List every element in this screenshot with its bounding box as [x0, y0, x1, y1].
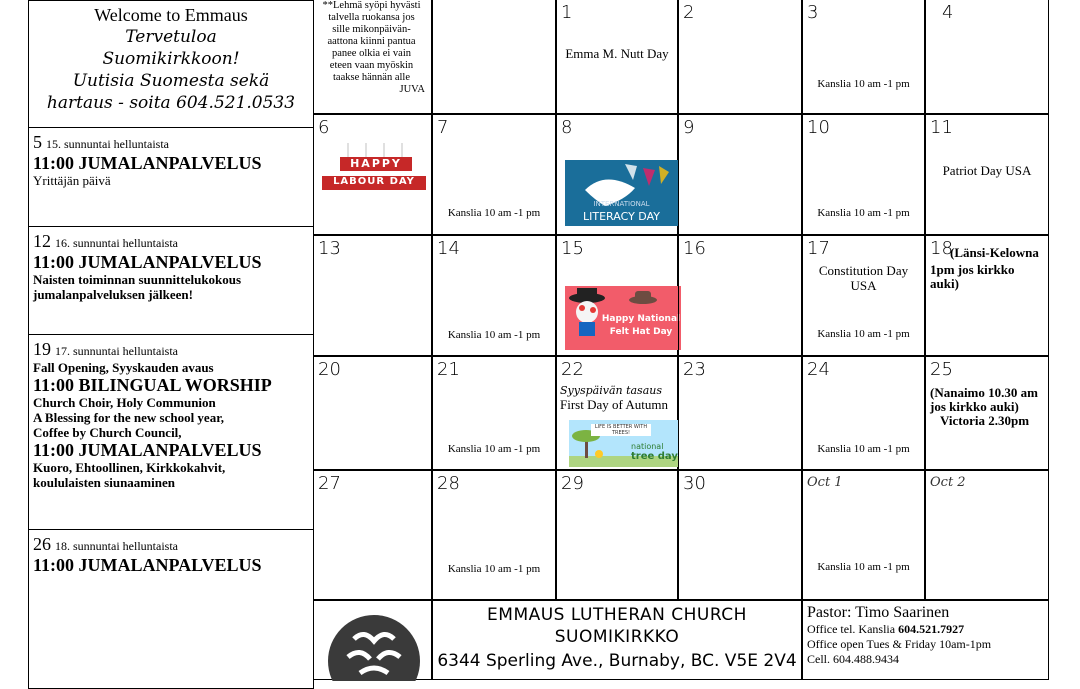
sunday-note: Yrittäjän päivä: [33, 173, 111, 188]
sunday-5: [28, 127, 314, 227]
day-number: 1: [561, 2, 573, 23]
day-number: 7: [437, 117, 449, 138]
proverb-line: **Lehmä syöpi hyvästi: [322, 0, 421, 11]
welcome-line1: Welcome to Emmaus: [94, 5, 248, 25]
office-hours: Kanslia 10 am -1 pm: [817, 443, 910, 455]
tree-text: LIFE IS BETTER WITH TREES!: [591, 424, 651, 436]
literacy-text: INTERNATIONAL: [593, 200, 650, 208]
sunday-title: 17. sunnuntai helluntaista: [55, 344, 178, 358]
tree-text: national: [631, 442, 664, 451]
welcome-box: [28, 0, 314, 128]
day-cell-13: [313, 235, 432, 356]
day-cell-9: [678, 114, 802, 235]
day-cell-27: [313, 470, 432, 600]
sunday-12: [28, 226, 314, 335]
sunday-note: jumalanpalveluksen jälkeen!: [33, 287, 193, 302]
day-cell-8: [556, 114, 678, 235]
sunday-title: 16. sunnuntai helluntaista: [55, 236, 178, 250]
event-autumn-fi: Syyspäivän tasaus: [560, 384, 662, 397]
day-number: 6: [318, 117, 330, 138]
day-number: 20: [318, 359, 341, 380]
office-hours: Kanslia 10 am -1 pm: [447, 443, 541, 455]
office-hours: Kanslia 10 am -1 pm: [817, 561, 910, 573]
day-cell-22: [556, 356, 678, 470]
empty-cell: [432, 0, 556, 114]
sunday-day: 19: [33, 339, 51, 359]
day-number: 4: [942, 2, 954, 23]
church-logo-icon: [314, 601, 433, 681]
day-cell-17: [802, 235, 925, 356]
day-number: 13: [318, 238, 341, 259]
literacy-day-image: [565, 160, 678, 226]
sunday-26: [28, 529, 314, 689]
day-cell-1: [556, 0, 678, 114]
event-nanaimo: jos kirkko auki): [930, 399, 1019, 414]
day-number: 30: [683, 473, 706, 494]
day-number: 9: [683, 117, 695, 138]
event-kelowna: (Länsi-Kelowna: [950, 245, 1039, 260]
event-autumn-en: First Day of Autumn: [560, 397, 668, 412]
day-number: 25: [930, 359, 953, 380]
day-number: 15: [561, 238, 584, 259]
church-info-cell: [432, 600, 802, 680]
literacy-text: LITERACY DAY: [583, 210, 660, 223]
pastor-title: Pastor: Timo Saarinen: [807, 604, 950, 621]
day-number: 11: [930, 117, 953, 138]
service-time: 11:00 JUMALANPALVELUS: [33, 440, 262, 460]
sunday-line: Church Choir, Holy Communion: [33, 395, 216, 410]
event-nanaimo: (Nanaimo 10.30 am: [930, 385, 1038, 400]
office-hours: Kanslia 10 am -1 pm: [817, 328, 910, 340]
day-cell-3: [802, 0, 925, 114]
day-cell-25: [925, 356, 1049, 470]
labour-day-text: LABOUR DAY: [333, 176, 415, 187]
office-hours: Kanslia 10 am -1 pm: [447, 563, 541, 575]
day-number: 28: [437, 473, 460, 494]
day-cell-28: [432, 470, 556, 600]
sunday-line: Coffee by Church Council,: [33, 425, 182, 440]
service-time: 11:00 BILINGUAL WORSHIP: [33, 375, 272, 395]
cell-phone: Cell. 604.488.9434: [807, 652, 899, 666]
day-cell-6: [313, 114, 432, 235]
day-cell-14: [432, 235, 556, 356]
event-nanaimo: Victoria 2.30pm: [940, 413, 1030, 428]
office-hours: Kanslia 10 am -1 pm: [447, 329, 541, 341]
service-time: 11:00 JUMALANPALVELUS: [33, 153, 262, 173]
day-number: 23: [683, 359, 706, 380]
tree-text: tree day: [631, 451, 678, 462]
proverb-source: JUVA: [399, 84, 425, 95]
day-number: 14: [437, 238, 460, 259]
day-number: 8: [561, 117, 573, 138]
labour-day-image: [320, 143, 428, 199]
day-cell-2: [678, 0, 802, 114]
event-constitution: [803, 263, 924, 293]
pastor-cell: [802, 600, 1049, 680]
welcome-line5: hartaus - soita 604.521.0533: [46, 93, 296, 113]
event-kelowna: 1pm jos kirkko: [930, 262, 1015, 277]
day-cell-21: [432, 356, 556, 470]
felt-hat-text: Felt Hat Day: [609, 327, 673, 337]
sunday-day: 5: [33, 132, 42, 152]
day-cell-29: [556, 470, 678, 600]
event-kelowna: auki): [930, 276, 959, 291]
office-tel: 604.521.7927: [898, 622, 965, 636]
day-number: 18: [930, 238, 953, 259]
day-number: 2: [683, 2, 695, 23]
day-cell-18: [925, 235, 1049, 356]
day-number: 10: [807, 117, 830, 138]
event-line: USA: [850, 278, 877, 293]
event-line: Constitution Day: [818, 263, 909, 278]
logo-cell: [313, 600, 432, 680]
felt-hat-text: Happy National: [601, 314, 681, 324]
felt-hat-day-image: [565, 286, 681, 350]
day-number: 17: [807, 238, 830, 259]
day-number: 16: [683, 238, 706, 259]
church-name: EMMAUS LUTHERAN CHURCH: [487, 605, 747, 625]
office-hours: Kanslia 10 am -1 pm: [447, 207, 541, 219]
proverb-cell: [313, 0, 432, 114]
sunday-line: A Blessing for the new school year,: [33, 410, 225, 425]
day-cell-20: [313, 356, 432, 470]
sunday-note: Naisten toiminnan suunnittelukokous: [33, 272, 242, 287]
service-time: 11:00 JUMALANPALVELUS: [33, 555, 262, 575]
sunday-title: 18. sunnuntai helluntaista: [55, 539, 178, 553]
sunday-title: 15. sunnuntai helluntaista: [46, 137, 169, 151]
day-cell-24: [802, 356, 925, 470]
day-cell-23: [678, 356, 802, 470]
tree-day-image: [569, 420, 679, 467]
welcome-line4: Uutisia Suomesta sekä: [72, 71, 270, 91]
day-number: 21: [437, 359, 460, 380]
sunday-line: koululaisten siunaaminen: [33, 475, 175, 490]
day-cell-11: [925, 114, 1049, 235]
day-cell-oct1: [802, 470, 925, 600]
day-cell-30: [678, 470, 802, 600]
proverb-line: eteen vaan myöskin: [329, 60, 414, 71]
day-cell-7: [432, 114, 556, 235]
church-address: 6344 Sperling Ave., Burnaby, BC. V5E 2V4: [437, 651, 797, 671]
sunday-line: Kuoro, Ehtoollinen, Kirkkokahvit,: [33, 460, 226, 475]
day-cell-15: [556, 235, 681, 356]
sunday-19: [28, 334, 314, 530]
office-hours: Kanslia 10 am -1 pm: [817, 207, 910, 219]
proverb-line: taakse hännän alle: [333, 72, 410, 83]
day-cell-4: [925, 0, 1049, 114]
office-open: Office open Tues & Friday 10am-1pm: [807, 637, 992, 651]
day-number: 22: [561, 359, 584, 380]
day-number: Oct 1: [807, 475, 843, 490]
day-cell-10: [802, 114, 925, 235]
sunday-day: 26: [33, 534, 51, 554]
day-number: 29: [561, 473, 584, 494]
proverb-line: panee olkia ei vain: [331, 48, 411, 59]
day-cell-oct2: [925, 470, 1049, 600]
proverb-line: sille mikonpäivän-: [332, 24, 411, 35]
day-number: 24: [807, 359, 830, 380]
church-sub: SUOMIKIRKKO: [554, 627, 680, 647]
day-cell-16: [678, 235, 802, 356]
day-number: 3: [807, 2, 819, 23]
sunday-pre: Fall Opening, Syyskauden avaus: [33, 360, 214, 375]
proverb-line: aattona kiinni pantua: [327, 36, 416, 47]
sunday-day: 12: [33, 231, 51, 251]
office-hours: Kanslia 10 am -1 pm: [817, 78, 910, 90]
labour-day-text: HAPPY: [350, 157, 402, 170]
service-time: 11:00 JUMALANPALVELUS: [33, 252, 262, 272]
tel-label: Office tel. Kanslia: [807, 622, 896, 636]
event-emma: Emma M. Nutt Day: [565, 46, 669, 61]
welcome-line3: Suomikirkkoon!: [102, 49, 240, 69]
welcome-line2: Tervetuloa: [125, 27, 217, 47]
proverb-line: talvella ruokansa jos: [328, 12, 415, 23]
day-number: Oct 2: [930, 475, 966, 490]
day-number: 27: [318, 473, 341, 494]
event-patriot: Patriot Day USA: [942, 163, 1032, 178]
